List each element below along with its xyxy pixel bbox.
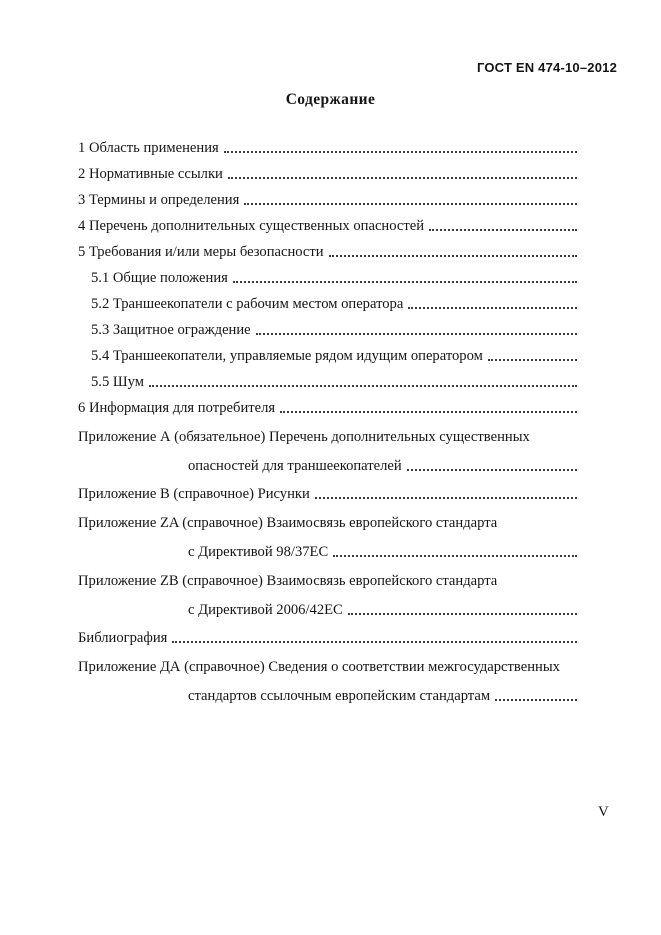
dot-leader xyxy=(333,555,577,557)
dot-leader xyxy=(348,613,577,615)
dot-leader xyxy=(429,229,577,231)
toc-entry xyxy=(78,313,578,339)
toc-entry xyxy=(78,647,578,676)
toc-entry xyxy=(78,446,578,475)
toc-entry xyxy=(78,590,578,619)
toc-entry-text: Приложение В (справочное) Рисунки xyxy=(78,486,310,503)
toc-entry xyxy=(78,676,578,705)
toc-entry xyxy=(78,287,578,313)
toc-entry-text: опасностей для траншеекопателей xyxy=(188,457,402,474)
table-of-contents xyxy=(78,131,578,705)
dot-leader xyxy=(407,469,577,471)
dot-leader xyxy=(233,281,577,283)
dot-leader xyxy=(149,385,577,387)
toc-entry xyxy=(78,209,578,235)
toc-entry-text: 5.3 Защитное ограждение xyxy=(91,322,251,338)
toc-entry-text: 5.2 Траншеекопатели с рабочим местом оператора xyxy=(91,296,404,312)
toc-entry xyxy=(78,235,578,261)
dot-leader xyxy=(488,359,577,361)
toc-entry-text: 5.1 Общие положения xyxy=(91,270,228,286)
toc-entry xyxy=(78,532,578,561)
page-number: V xyxy=(598,804,609,820)
toc-entry-text: стандартов ссылочным европейским стандартам xyxy=(188,687,491,704)
toc-entry-text: Приложение ZB (справочное) Взаимосвязь европейского стандарта xyxy=(78,572,498,589)
toc-entry-text: 5.5 Шум xyxy=(91,374,144,390)
toc-entry-text: 4 Перечень дополнительных существенных опасностей xyxy=(78,218,425,234)
dot-leader xyxy=(256,333,577,335)
page-title: Содержание xyxy=(285,91,376,108)
toc-entry-text: с Директивой 2006/42ЕС xyxy=(188,601,343,618)
toc-entry xyxy=(78,157,578,183)
toc-entry xyxy=(78,475,578,504)
toc-entry xyxy=(78,339,578,365)
dot-leader xyxy=(244,203,577,205)
dot-leader xyxy=(495,699,577,701)
toc-entry xyxy=(78,391,578,417)
toc-entry xyxy=(78,561,578,590)
toc-entry-text: 3 Термины и определения xyxy=(78,192,240,208)
toc-entry xyxy=(78,183,578,209)
standard-number: ГОСТ EN 474-10–2012 xyxy=(476,60,617,75)
toc-entry xyxy=(78,619,578,648)
dot-leader xyxy=(224,151,577,153)
toc-entry xyxy=(78,365,578,391)
toc-entry-text: 6 Информация для потребителя xyxy=(78,400,276,416)
toc-entry-text: 1 Область применения xyxy=(78,140,219,156)
dot-leader xyxy=(315,497,577,499)
toc-entry-text: с Директивой 98/37ЕС xyxy=(188,543,329,560)
toc-entry-text: 5 Требования и/или меры безопасности xyxy=(78,244,324,260)
dot-leader xyxy=(172,641,577,643)
toc-entry xyxy=(78,261,578,287)
toc-entry-text: Приложение ZA (справочное) Взаимосвязь европейского стандарта xyxy=(78,515,498,532)
toc-entry xyxy=(78,503,578,532)
toc-entry-text: Библиография xyxy=(78,630,168,647)
dot-leader xyxy=(228,177,577,179)
toc-entry-text: Приложение А (обязательное) Перечень дополнительных существенных xyxy=(78,428,530,445)
toc-entry xyxy=(78,131,578,157)
dot-leader xyxy=(408,307,577,309)
toc-entry xyxy=(78,417,578,446)
toc-entry-text: 2 Нормативные ссылки xyxy=(78,166,223,182)
dot-leader xyxy=(329,255,577,257)
dot-leader xyxy=(280,411,577,413)
toc-entry-text: 5.4 Траншеекопатели, управляемые рядом идущим оператором xyxy=(91,348,483,364)
toc-entry-text: Приложение ДА (справочное) Сведения о соответствии межгосударственных xyxy=(78,659,560,676)
